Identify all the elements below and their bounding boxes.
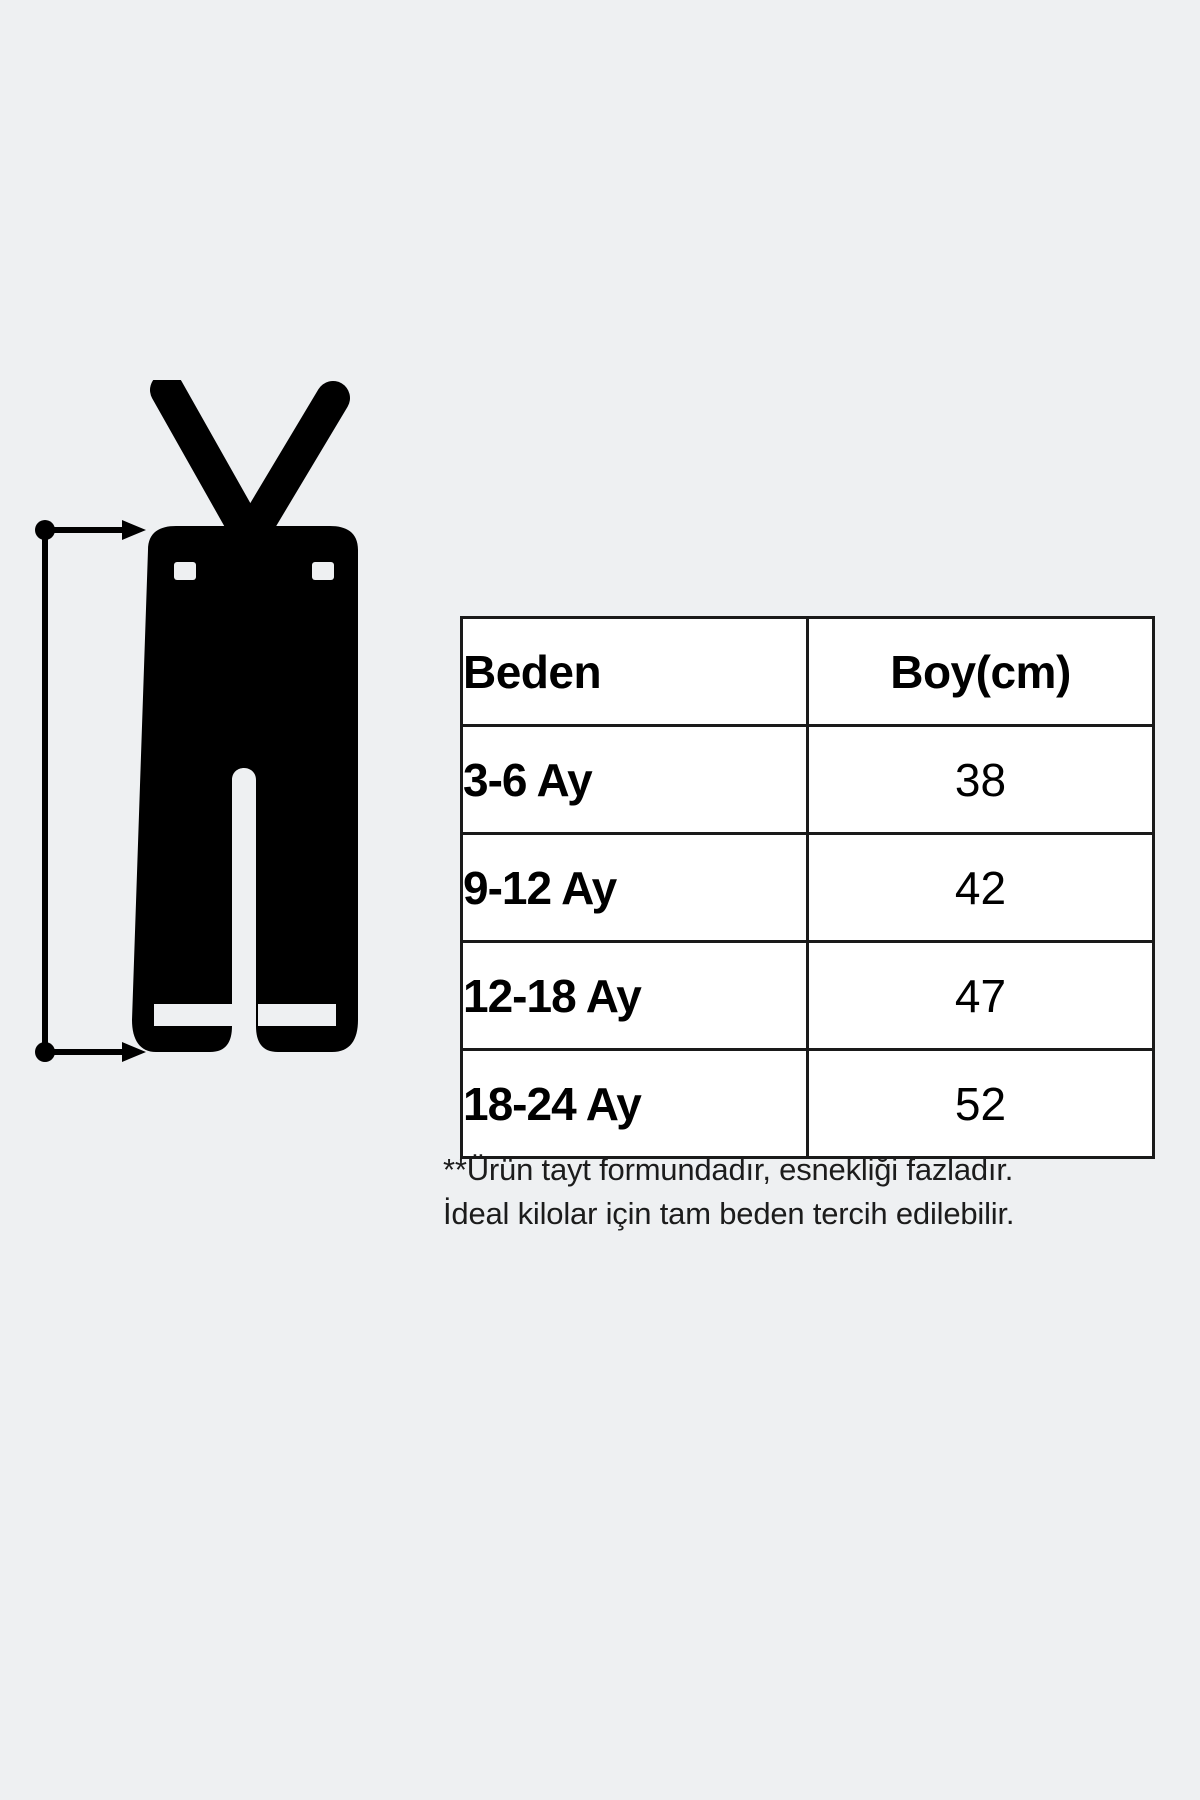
footnote-line-1: **Ürün tayt formundadır, esnekliği fazladır. — [443, 1152, 1014, 1187]
table-row — [462, 834, 1154, 942]
garment-illustration — [20, 380, 450, 1120]
table-row — [462, 726, 1154, 834]
cell-size: 12-18 Ay — [462, 942, 808, 1050]
size-chart-table — [460, 616, 1155, 1159]
cell-length: 52 — [808, 1050, 1154, 1158]
cell-size: 9-12 Ay — [462, 834, 808, 942]
column-header-length: Boy(cm) — [808, 618, 1154, 726]
cell-size: 3-6 Ay — [462, 726, 808, 834]
strap-right — [254, 398, 333, 530]
cell-size: 18-24 Ay — [462, 1050, 808, 1158]
arrow-dot-bottom — [35, 1042, 55, 1062]
arrow-head-top — [122, 520, 146, 540]
cuff-left — [154, 1004, 232, 1026]
measurement-arrow — [45, 530, 130, 1052]
column-header-size: Beden — [462, 618, 808, 726]
strap-left — [167, 390, 246, 530]
table-row — [462, 1050, 1154, 1158]
footnote — [443, 1148, 1183, 1236]
cell-length: 47 — [808, 942, 1154, 1050]
button-right — [312, 562, 334, 580]
cell-length: 38 — [808, 726, 1154, 834]
button-left — [174, 562, 196, 580]
table-row — [462, 942, 1154, 1050]
garment-body — [132, 526, 358, 1052]
arrow-dot-top — [35, 520, 55, 540]
cell-length: 42 — [808, 834, 1154, 942]
footnote-line-2: İdeal kilolar için tam beden tercih edilebilir. — [443, 1196, 1015, 1232]
cuff-right — [258, 1004, 336, 1026]
table-header-row — [462, 618, 1154, 726]
